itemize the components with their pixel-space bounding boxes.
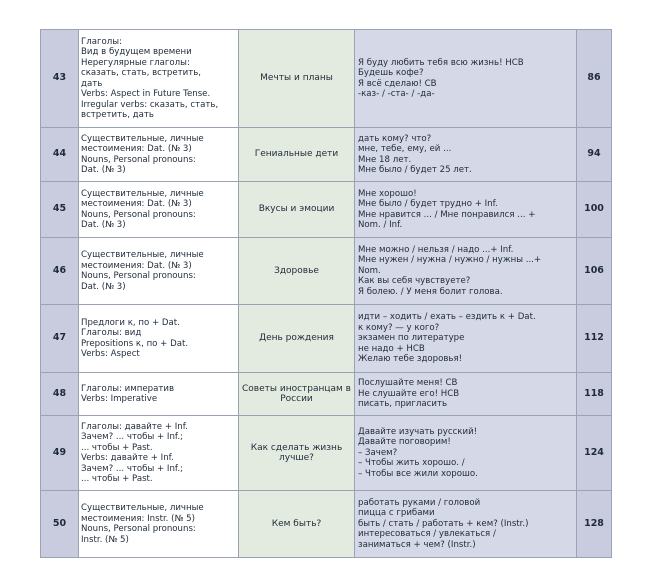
- lesson-theme: [239, 373, 355, 416]
- example-line: Мне 18 лет.: [358, 154, 412, 165]
- lesson-row: [41, 30, 612, 128]
- lesson-number: 50: [41, 491, 79, 558]
- lesson-row: [41, 373, 612, 416]
- example-line: Послушайте меня! СВ: [358, 378, 458, 389]
- example-line: дать кому? что?: [358, 133, 432, 144]
- grammar-line: Существительные, личные: [81, 250, 204, 260]
- example-line: Мне было / будет 25 лет.: [358, 165, 472, 175]
- contents-table-body: [41, 30, 612, 558]
- grammar-line: Глаголы: вид: [81, 328, 142, 338]
- examples-cell: [355, 128, 577, 182]
- grammar-cell: [79, 491, 239, 558]
- theme-text: Кем быть?: [271, 518, 322, 529]
- example-line: быть / стать / работать + кем? (Instr.): [358, 518, 529, 529]
- example-line: – Зачем?: [358, 447, 398, 458]
- page-number: 94: [577, 128, 612, 182]
- lesson-row: [41, 182, 612, 238]
- example-line: Давайте поговорим!: [358, 437, 451, 448]
- page-number: 106: [577, 238, 612, 305]
- example-line: Будешь кофе?: [358, 68, 424, 78]
- example-line: Я болею. / У меня болит голова.: [358, 286, 503, 297]
- grammar-line: Nouns, Personal pronouns:: [81, 271, 196, 281]
- example-line: пицца с грибами: [358, 508, 435, 519]
- lesson-number: 44: [41, 128, 79, 182]
- example-line: экзамен по литературе: [358, 333, 465, 344]
- grammar-line: Предлоги к, по + Dat.: [81, 317, 180, 328]
- grammar-line: Verbs: Aspect in Future Tense.: [81, 89, 211, 99]
- theme-text: Гениальные дети: [254, 149, 339, 160]
- grammar-line: Verbs: давайте + Inf.: [81, 453, 174, 463]
- example-line: Я всё сделаю! СВ: [358, 78, 437, 89]
- lesson-row: [41, 491, 612, 558]
- grammar-cell: [79, 416, 239, 491]
- lesson-theme: [239, 128, 355, 182]
- example-line: – Чтобы все жили хорошо.: [358, 468, 478, 479]
- grammar-cell: [79, 128, 239, 182]
- grammar-line: местоимения: Dat. (№ 3): [81, 260, 192, 271]
- grammar-line: Глаголы: давайте + Inf.: [81, 421, 188, 432]
- example-line: Мне можно / нельзя / надо ...+ Inf.: [358, 244, 514, 255]
- example-line: работать руками / головой: [358, 497, 481, 508]
- grammar-cell: [79, 238, 239, 305]
- example-line: Мне нравится ... / Мне понравился ... +: [358, 209, 536, 220]
- page-number: 118: [577, 373, 612, 416]
- grammar-line: местоимения: Instr. (№ 5): [81, 513, 195, 524]
- lesson-theme: [239, 182, 355, 238]
- grammar-cell: [79, 305, 239, 373]
- example-line: Мне нужен / нужна / нужно / нужны ...+: [358, 255, 542, 266]
- examples-cell: [355, 182, 577, 238]
- lesson-number: 46: [41, 238, 79, 305]
- example-line: Не слушайте его! НСВ: [358, 388, 460, 399]
- grammar-line: Зачем? ... чтобы + Inf.;: [81, 463, 183, 474]
- lesson-theme: [239, 491, 355, 558]
- grammar-line: Prepositions к, по + Dat.: [81, 338, 189, 349]
- grammar-line: местоимения: Dat. (№ 3): [81, 144, 192, 154]
- example-line: Давайте изучать русский!: [358, 426, 478, 437]
- grammar-line: Nouns, Personal pronouns:: [81, 154, 196, 165]
- example-line: мне, тебе, ему, ей ...: [358, 144, 452, 154]
- grammar-line: Verbs: Aspect: [81, 349, 140, 359]
- example-line: писать, пригласить: [358, 399, 448, 410]
- lesson-theme: [239, 305, 355, 373]
- grammar-line: Нерегулярные глаголы:: [81, 57, 190, 68]
- grammar-line: Существительные, личные: [81, 133, 204, 144]
- example-line: Я буду любить тебя всю жизнь! НСВ: [358, 57, 524, 68]
- page-number: 100: [577, 182, 612, 238]
- theme-text: Мечты и планы: [260, 73, 333, 84]
- grammar-line: местоимения: Dat. (№ 3): [81, 199, 192, 209]
- contents-table: [40, 29, 612, 558]
- page-number: 128: [577, 491, 612, 558]
- examples-cell: [355, 30, 577, 128]
- theme-text: Здоровье: [274, 265, 319, 276]
- lesson-number: 49: [41, 416, 79, 491]
- example-line: Как вы себя чувствуете?: [358, 276, 471, 287]
- lesson-row: [41, 238, 612, 305]
- example-line: Желаю тебе здоровья!: [358, 354, 463, 365]
- examples-cell: [355, 305, 577, 373]
- grammar-cell: [79, 182, 239, 238]
- grammar-line: сказать, стать, встретить,: [81, 68, 202, 78]
- example-line: интересоваться / увлекаться /: [358, 529, 496, 540]
- grammar-line: Nouns, Personal pronouns:: [81, 209, 196, 220]
- example-line: Мне хорошо!: [358, 188, 417, 199]
- lesson-number: 47: [41, 305, 79, 373]
- examples-cell: [355, 491, 577, 558]
- page-number: 124: [577, 416, 612, 491]
- lesson-row: [41, 128, 612, 182]
- example-line: Nom.: [358, 265, 381, 276]
- grammar-line: встретить, дать: [81, 110, 154, 120]
- grammar-line: Irregular verbs: сказать, стать,: [81, 99, 219, 110]
- grammar-line: Dat. (№ 3): [81, 220, 126, 230]
- grammar-line: Вид в будущем времени: [81, 47, 192, 57]
- page-number: 86: [577, 30, 612, 128]
- lesson-number: 45: [41, 182, 79, 238]
- lesson-number: 43: [41, 30, 79, 128]
- grammar-cell: [79, 30, 239, 128]
- grammar-line: Dat. (№ 3): [81, 281, 126, 292]
- theme-text: Советы иностранцам в России: [242, 383, 351, 404]
- grammar-line: ... чтобы + Past.: [81, 442, 153, 453]
- grammar-line: Verbs: Imperative: [81, 394, 158, 404]
- theme-text: Вкусы и эмоции: [258, 204, 335, 215]
- theme-text: День рождения: [259, 333, 334, 344]
- example-line: -каз- / -ста- / -да-: [358, 89, 435, 99]
- grammar-line: Глаголы:: [81, 36, 122, 47]
- lesson-theme: [239, 238, 355, 305]
- grammar-line: Зачем? ... чтобы + Inf.;: [81, 432, 183, 442]
- example-line: Мне было / будет трудно + Inf.: [358, 199, 498, 209]
- grammar-cell: [79, 373, 239, 416]
- grammar-line: Существительные, личные: [81, 188, 204, 199]
- example-line: идти – ходить / ехать – ездить к + Dat.: [358, 312, 536, 323]
- theme-text: Как сделать жизнь лучше?: [250, 442, 343, 463]
- grammar-line: Глаголы: императив: [81, 383, 175, 394]
- grammar-line: дать: [81, 78, 103, 89]
- grammar-line: Nouns, Personal pronouns:: [81, 524, 196, 534]
- lesson-theme: [239, 416, 355, 491]
- examples-cell: [355, 373, 577, 416]
- example-line: к кому? — у кого?: [358, 322, 440, 333]
- lesson-row: [41, 416, 612, 491]
- grammar-line: Instr. (№ 5): [81, 534, 129, 545]
- example-line: Nom. / Inf.: [358, 220, 403, 230]
- lesson-row: [41, 305, 612, 373]
- example-line: – Чтобы жить хорошо. /: [358, 458, 465, 469]
- lesson-theme: [239, 30, 355, 128]
- example-line: не надо + НСВ: [358, 343, 425, 354]
- grammar-line: Dat. (№ 3): [81, 165, 126, 175]
- examples-cell: [355, 238, 577, 305]
- lesson-number: 48: [41, 373, 79, 416]
- grammar-line: ... чтобы + Past.: [81, 474, 153, 484]
- examples-cell: [355, 416, 577, 491]
- page-number: 112: [577, 305, 612, 373]
- grammar-line: Существительные, личные: [81, 503, 204, 513]
- example-line: заниматься + чем? (Instr.): [358, 539, 476, 550]
